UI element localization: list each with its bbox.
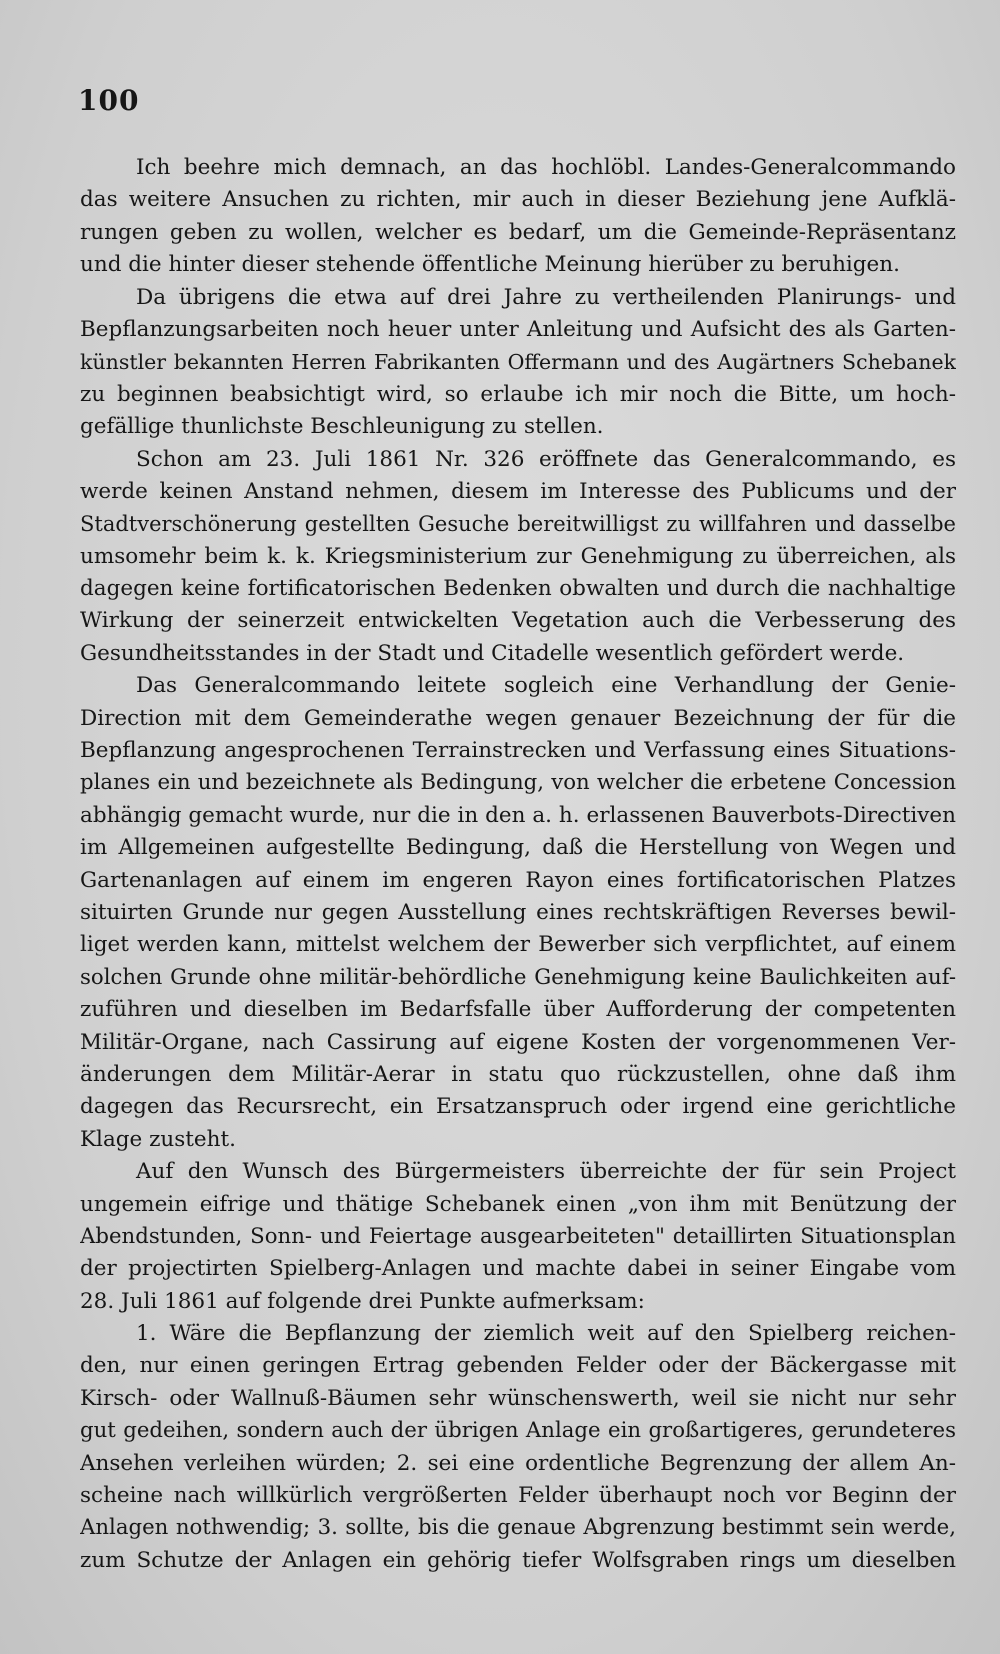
text-line: zu beginnen beabsichtigt wird, so erlaube ich mir noch die Bitte, um hoch- [80, 381, 956, 407]
text-line: scheine nach willkürlich vergrößerten Felder überhaupt noch vor Beginn der [80, 1483, 956, 1509]
text-line: Auf den Wunsch des Bürgermeisters überreichte der für sein Project [136, 1159, 956, 1185]
text-line: Klage zusteht. [80, 1126, 236, 1152]
text-line: Schon am 23. Juli 1861 Nr. 326 eröffnete das Generalcommando, es [136, 446, 956, 472]
text-line: Direction mit dem Gemeinderathe wegen genauer Bezeichnung der für die [80, 705, 956, 731]
text-line: gefällige thunlichste Beschleunigung zu stellen. [80, 414, 604, 440]
text-line: Kirsch- oder Wallnuß-Bäumen sehr wünschenswerth, weil sie nicht nur sehr [80, 1385, 956, 1411]
text-line: Ich beehre mich demnach, an das hochlöbl. Landes-Generalcommando [136, 155, 956, 180]
paragraph [80, 152, 956, 282]
text-line: rungen geben zu wollen, welcher es bedarf, um die Gemeinde-Repräsentanz [80, 219, 956, 245]
text-line: solchen Grunde ohne militär-behördliche Genehmigung keine Baulichkeiten auf- [80, 964, 956, 990]
text-line: Bepflanzungsarbeiten noch heuer unter Anleitung und Aufsicht des als Garten- [80, 316, 956, 342]
text-line: das weitere Ansuchen zu richten, mir auch in dieser Beziehung jene Aufklä- [80, 187, 956, 213]
paragraph [80, 1156, 956, 1318]
text-line: der projectirten Spielberg-Anlagen und machte dabei in seiner Eingabe vom [80, 1256, 956, 1282]
text-line: Bepflanzung angesprochenen Terrainstrecken und Verfassung eines Situations- [80, 738, 956, 764]
text-line: liget werden kann, mittelst welchem der Bewerber sich verpflichtet, auf einem [80, 932, 956, 958]
text-line: und die hinter dieser stehende öffentliche Meinung hierüber zu beruhigen. [80, 252, 900, 278]
text-line: Gartenanlagen auf einem im engeren Rayon eines fortificatorischen Platzes [80, 867, 956, 893]
text-line: umsomehr beim k. k. Kriegsministerium zur Genehmigung zu überreichen, als [80, 543, 956, 569]
paragraph [80, 444, 956, 671]
text-line: dagegen das Recursrecht, ein Ersatzanspruch oder irgend eine gerichtliche [80, 1094, 956, 1120]
text-line: 28. Juli 1861 auf folgende drei Punkte aufmerksam: [80, 1288, 645, 1314]
text-line: Das Generalcommando leitete sogleich eine Verhandlung der Genie- [136, 673, 956, 699]
text-line: Gesundheitsstandes in der Stadt und Citadelle wesentlich gefördert werde. [80, 640, 905, 666]
text-line: künstler bekannten Herren Fabrikanten Offermann und des Augärtners Schebanek [80, 350, 956, 375]
text-line: 1. Wäre die Bepflanzung der ziemlich weit auf den Spielberg reichen- [136, 1321, 956, 1347]
text-line: Stadtverschönerung gestellten Gesuche bereitwilligst zu willfahren und dasselbe [80, 512, 956, 537]
page-number: 100 [78, 84, 140, 117]
text-line: Wirkung der seinerzeit entwickelten Vegetation auch die Verbesserung des [80, 608, 956, 634]
text-line: abhängig gemacht wurde, nur die in den a. h. erlassenen Bauverbots-Directiven [80, 802, 956, 828]
paragraph [80, 282, 956, 444]
text-line: situirten Grunde nur gegen Ausstellung eines rechtskräftigen Reverses bewil- [80, 899, 956, 925]
paragraph [80, 670, 956, 1156]
text-line: zum Schutze der Anlagen ein gehörig tiefer Wolfsgraben rings um dieselben [80, 1547, 956, 1573]
text-line: Da übrigens die etwa auf drei Jahre zu vertheilenden Planirungs- und [136, 284, 956, 310]
text-line: dagegen keine fortificatorischen Bedenken obwalten und durch die nachhaltige [80, 576, 956, 602]
text-line: Abendstunden, Sonn- und Feiertage ausgearbeiteten" detaillirten Situationsplan [80, 1223, 956, 1249]
text-line: im Allgemeinen aufgestellte Bedingung, daß die Herstellung von Wegen und [80, 835, 956, 861]
text-line: ungemein eifrige und thätige Schebanek einen „von ihm mit Benützung der [80, 1191, 956, 1217]
text-line: werde keinen Anstand nehmen, diesem im Interesse des Publicums und der [80, 478, 956, 504]
text-line: Ansehen verleihen würden; 2. sei eine ordentliche Begrenzung der allem An- [80, 1450, 956, 1476]
text-line: Anlagen nothwendig; 3. sollte, bis die genaue Abgrenzung bestimmt sein werde, [80, 1515, 956, 1541]
text-line: gut gedeihen, sondern auch der übrigen Anlage ein großartigeres, gerundeteres [80, 1418, 956, 1444]
text-line: änderungen dem Militär-Aerar in statu quo rückzustellen, ohne daß ihm [80, 1061, 956, 1087]
text-line: Militär-Organe, nach Cassirung auf eigene Kosten der vorgenommenen Ver- [80, 1029, 956, 1055]
text-line: planes ein und bezeichnete als Bedingung, von welcher die erbetene Concession [80, 770, 956, 796]
body-text [80, 152, 956, 1577]
paragraph [80, 1318, 956, 1577]
text-line: den, nur einen geringen Ertrag gebenden Felder oder der Bäckergasse mit [80, 1353, 956, 1379]
text-line: zuführen und dieselben im Bedarfsfalle über Aufforderung der competenten [80, 997, 956, 1023]
